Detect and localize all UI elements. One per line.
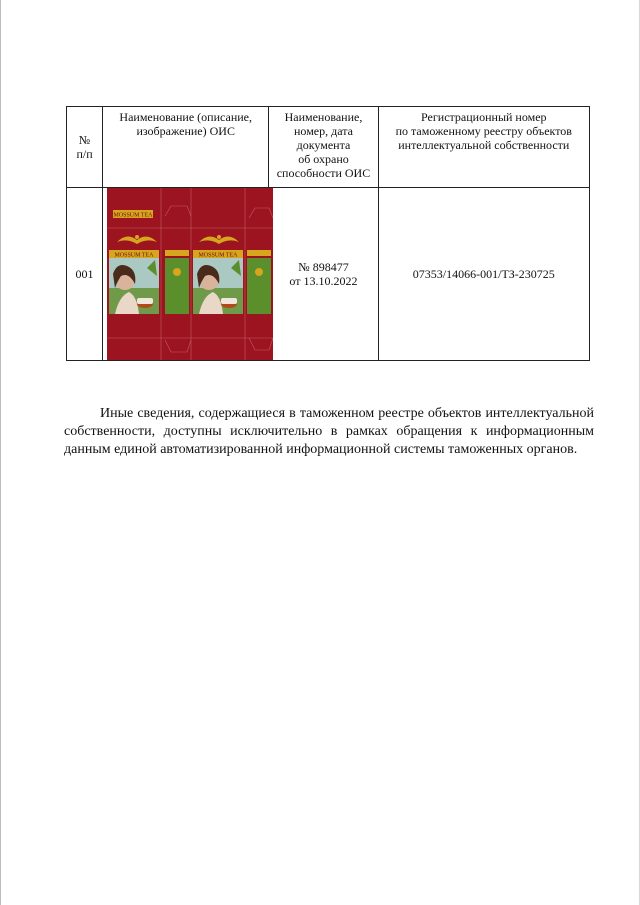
- header-doc-line: документа: [296, 138, 351, 152]
- ois-registry-table: [66, 106, 590, 361]
- brand-text-front: MOSSUM TEA: [114, 252, 154, 259]
- top-band-text: MOSSUM TEA: [113, 212, 153, 219]
- header-doc-line: способности ОИС: [276, 166, 371, 180]
- table-row: [67, 188, 590, 361]
- header-name-line: изображение) ОИС: [136, 124, 235, 138]
- doc-number: № 898477: [298, 260, 349, 274]
- header-reg-line: Регистрационный номер: [421, 110, 547, 124]
- other-info-text: Иные сведения, содержащиеся в таможенном реестре объектов интеллектуальной собственности, доступны исключительно в рамках обращения к информационным данным единой автоматизированной информационной системы таможенных органов.: [64, 406, 594, 457]
- trademark-image-cell: [103, 188, 269, 361]
- header-doc-line: номер, дата: [294, 124, 353, 138]
- other-info-paragraph: [64, 405, 594, 459]
- tea-package-image: [107, 188, 273, 360]
- row-doc: [269, 188, 378, 361]
- header-num-line: №: [78, 133, 91, 147]
- row-num: 001: [67, 188, 103, 361]
- header-name-line: Наименование (описание,: [119, 110, 252, 124]
- header-reg-line: по таможенному реестру объектов: [395, 124, 572, 138]
- doc-date: от 13.10.2022: [289, 274, 358, 288]
- header-num: [67, 107, 103, 188]
- header-name: [103, 107, 269, 188]
- header-doc-line: Наименование,: [284, 110, 363, 124]
- header-doc-line: об охрано: [298, 152, 349, 166]
- brand-text-back: MOSSUM TEA: [198, 252, 238, 259]
- header-doc: [269, 107, 378, 188]
- table-header-row: [67, 107, 590, 188]
- row-reg-number: 07353/14066-001/ТЗ-230725: [378, 188, 589, 361]
- header-reg-line: интеллектуальной собственности: [398, 138, 570, 152]
- header-reg: [378, 107, 589, 188]
- header-num-line: п/п: [76, 147, 93, 161]
- page-edge-left: [0, 0, 1, 905]
